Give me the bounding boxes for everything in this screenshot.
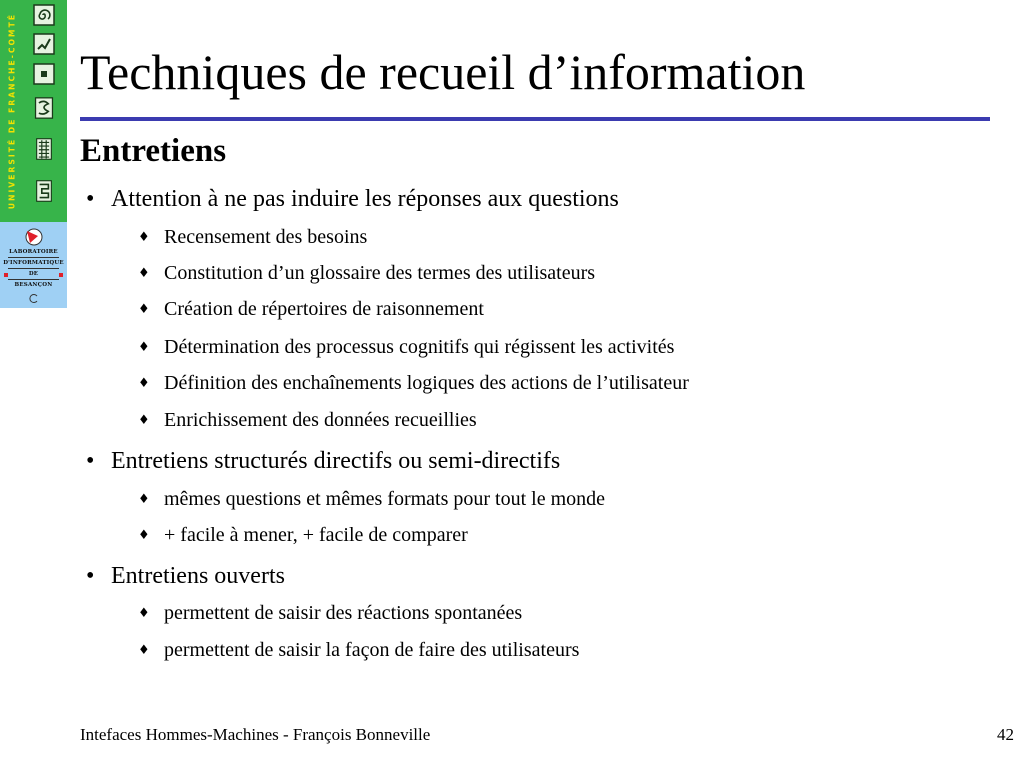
sub-list-item <box>138 523 468 548</box>
ring-icon <box>28 293 39 304</box>
sub-list-item-text: Recensement des besoins <box>164 226 368 248</box>
lab-name-line-4: BESANÇON <box>14 282 53 288</box>
wave-icon <box>33 97 55 119</box>
section-heading: Entretiens <box>80 133 227 169</box>
university-name: UNIVERSITÉ DE FRANCHE-COMTÉ <box>7 12 17 210</box>
diamond-bullet-icon: ♦ <box>138 413 150 428</box>
list-item-text: Attention à ne pas induire les réponses aux questions <box>111 186 619 212</box>
lab-rule <box>8 268 59 269</box>
spiral-icon <box>33 4 55 26</box>
sub-list-item <box>138 335 674 360</box>
bullet: • <box>86 563 95 589</box>
bullet: • <box>86 186 95 212</box>
sub-list-item-text: Création de répertoires de raisonnement <box>164 298 484 320</box>
list-item <box>86 447 560 475</box>
sub-list-item-text: Constitution d’un glossaire des termes des utilisateurs <box>164 262 596 284</box>
diamond-bullet-icon: ♦ <box>138 606 150 621</box>
diamond-bullet-icon: ♦ <box>138 340 150 355</box>
sub-list-item <box>138 487 605 512</box>
sub-list-item-text: permettent de saisir des réactions spontanées <box>164 602 523 624</box>
diamond-bullet-icon: ♦ <box>138 643 150 658</box>
slide-title: Techniques de recueil d’information <box>80 44 806 100</box>
diamond-bullet-icon: ♦ <box>138 528 150 543</box>
sub-list-item <box>138 225 367 250</box>
lab-red-dot <box>4 273 8 277</box>
lab-name-line-3: DE <box>28 271 39 277</box>
sub-list-item <box>138 408 477 433</box>
lab-name-line-1: LABORATOIRE <box>9 249 58 255</box>
sub-list-item <box>138 601 522 626</box>
list-item <box>86 185 619 213</box>
footer-text: Intefaces Hommes-Machines - François Bonneville <box>80 725 431 744</box>
maze-icon <box>33 180 55 202</box>
page-number: 42 <box>997 725 1014 744</box>
lab-name-line-2: D'INFORMATIQUE <box>3 260 64 266</box>
list-item-text: Entretiens ouverts <box>111 563 285 589</box>
square-dot-icon <box>33 63 55 85</box>
diamond-bullet-icon: ♦ <box>138 492 150 507</box>
sub-list-item-text: Enrichissement des données recueillies <box>164 409 477 431</box>
sub-list-item-text: Définition des enchaînements logiques des actions de l’utilisateur <box>164 372 689 394</box>
sub-list-item-text: mêmes questions et mêmes formats pour tout le monde <box>164 488 606 510</box>
title-underline <box>80 117 990 121</box>
university-strip <box>0 0 24 222</box>
sub-list-item <box>138 261 595 286</box>
sub-list-item-text: permettent de saisir la façon de faire des utilisateurs <box>164 639 580 661</box>
sub-list-item <box>138 371 689 396</box>
zigzag-icon <box>33 33 55 55</box>
lab-logo <box>0 222 67 308</box>
diamond-bullet-icon: ♦ <box>138 302 150 317</box>
diamond-bullet-icon: ♦ <box>138 266 150 281</box>
list-item-text: Entretiens structurés directifs ou semi-directifs <box>111 448 561 474</box>
diamond-bullet-icon: ♦ <box>138 376 150 391</box>
list-item <box>86 562 285 590</box>
bullet: • <box>86 448 95 474</box>
sub-list-item-text: Détermination des processus cognitifs qui régissent les activités <box>164 336 675 358</box>
sub-list-item <box>138 638 579 663</box>
sub-list-item <box>138 297 484 322</box>
grid-icon <box>33 138 55 160</box>
lab-rule <box>8 279 59 280</box>
lab-rule <box>8 257 59 258</box>
diamond-bullet-icon: ♦ <box>138 230 150 245</box>
lab-red-dot <box>59 273 63 277</box>
sub-list-item-text: + facile à mener, + facile de comparer <box>164 524 468 546</box>
compass-icon <box>24 227 44 247</box>
